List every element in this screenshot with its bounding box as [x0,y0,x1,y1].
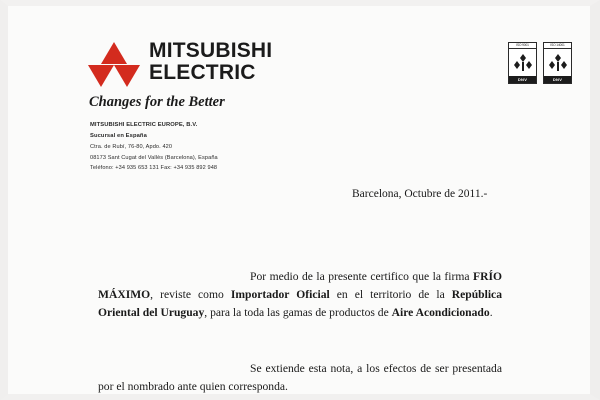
mitsubishi-electric-logo [88,40,338,111]
p1-after-role: en el territorio de la [329,287,452,301]
logo-line-1: MITSUBISHI [149,39,273,62]
certificate-paragraph-2: Se extiende esta nota, a los efectos de ser presentada por el nombrado ante quien corresponda. [98,361,502,393]
company-branch: Sucursal en España [90,133,147,139]
certification-seal-icon [509,49,536,76]
logo-tagline: Changes for the Better [89,94,225,110]
stamp-1-top-text: ISO 9001 [509,43,536,49]
logo-wordmark [149,40,272,83]
stamp-1-footer: DNV [509,76,536,83]
certification-stamp-2 [543,42,572,84]
three-diamonds-icon [88,42,140,88]
p1-after-company: , reviste como [150,287,231,301]
company-address-block [90,120,218,174]
p1-intro: Por medio de la presente certifico que la firma [250,269,474,283]
certification-stamps [508,42,572,84]
company-phone-line: Teléfono: +34 935 653 131 Fax: +34 935 892 948 [90,165,218,172]
company-address-line-2: 08173 Sant Cugat del Vallès (Barcelona), España [90,154,218,161]
p1-end: . [489,305,493,319]
p1-after-country: , para la toda las gamas de productos de [204,305,392,319]
p1-product: Aire Acondicionado [391,305,490,319]
logo-line-2: ELECTRIC [149,60,256,84]
certificate-paragraph-1 [98,268,502,322]
p1-company-name: FRÍO MÁXIMO [98,269,502,301]
certification-stamp-1 [508,42,537,84]
stamp-2-top-text: ISO 14001 [544,43,571,49]
p1-country: República Oriental del Uruguay [98,287,502,319]
date-line: Barcelona, Octubre de 2011.- [352,188,488,200]
p1-role: Importador Oficial [230,287,330,301]
company-name: MITSUBISHI ELECTRIC EUROPE, B.V. [90,122,198,128]
company-address-line-1: Ctra. de Rubí, 76-80, Apdo. 420 [90,144,173,150]
certification-seal-icon [544,49,571,76]
stamp-2-footer: DNV [544,76,571,83]
